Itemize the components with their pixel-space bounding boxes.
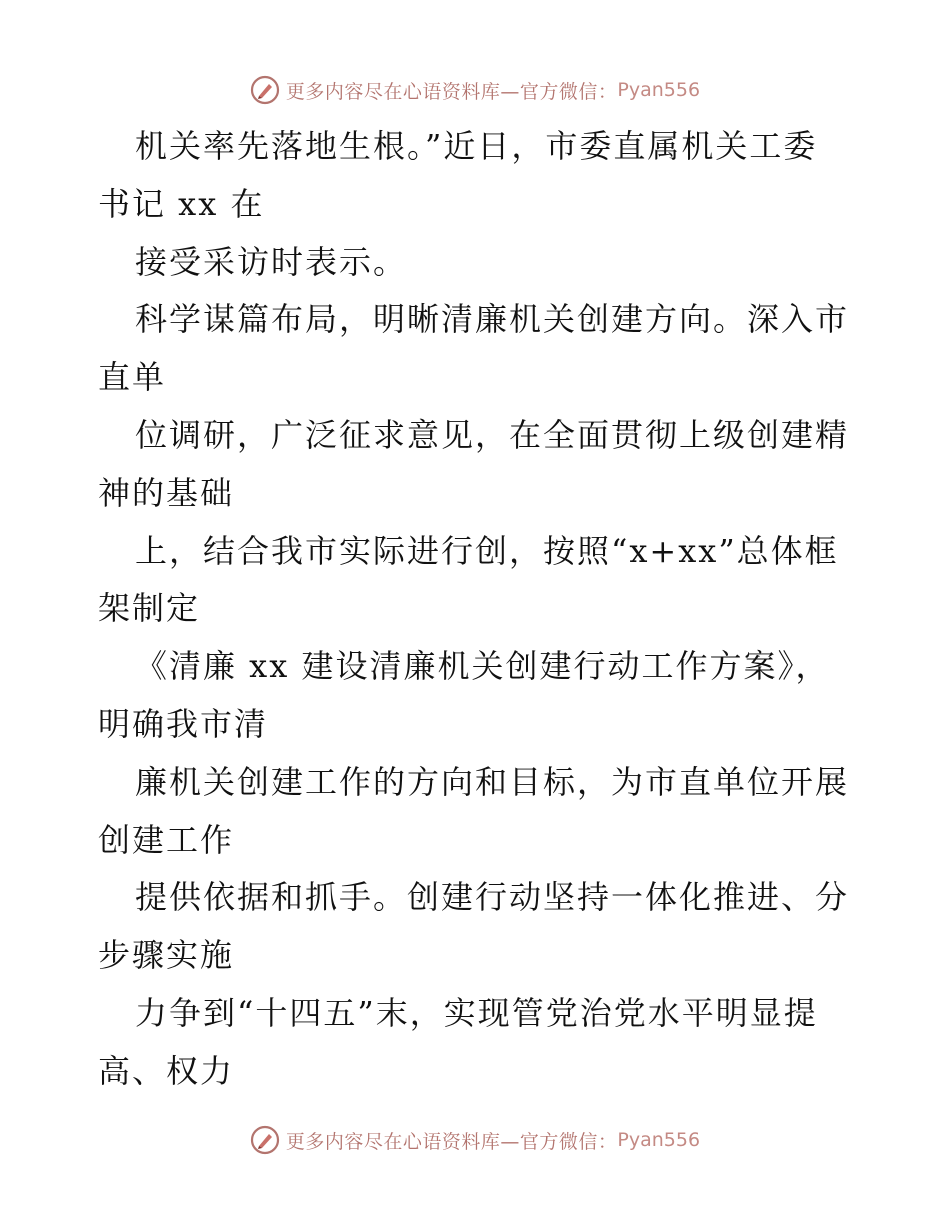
text-line: 直单 [98,358,167,397]
text-line: 科学谋篇布局，明晰清廉机关创建方向。深入市 [135,300,850,339]
text-line: 神的基础 [98,473,235,512]
text-line: 机关率先落地生根。”近日，市委直属机关工委 [135,127,818,165]
pen-logo-icon [250,75,280,105]
text-line: 上，结合我市实际进行创，按照“x+xx”总体框 [135,531,839,570]
text-line: 位调研，广泛征求意见，在全面贯彻上级创建精 [135,415,850,454]
text-line: 《清廉 xx 建设清廉机关创建行动工作方案》， [135,647,830,686]
watermark-text: 更多内容尽在心语资料库—官方微信： [285,80,618,103]
text-line: 步骤实施 [98,936,235,975]
pen-logo-icon [250,1125,280,1155]
watermark-wechat-id: Pyan556 [617,79,701,101]
footer-watermark [0,1120,950,1160]
text-line: 创建工作 [98,820,235,859]
text-line: 架制定 [98,589,201,628]
text-line: 提供依据和抓手。创建行动坚持一体化推进、分 [135,878,850,917]
text-line: 书记 xx 在 [98,184,265,223]
text-line: 力争到“十四五”末，实现管党治党水平明显提 [135,993,818,1032]
text-line: 高、权力 [98,1051,235,1090]
text-line: 明确我市清 [98,704,269,743]
header-watermark [0,70,950,110]
watermark-wechat-id: Pyan556 [617,1129,701,1151]
body-text [98,118,858,1101]
text-line: 接受采访时表示。 [135,242,408,281]
watermark-text: 更多内容尽在心语资料库—官方微信： [285,1130,618,1153]
text-line: 廉机关创建工作的方向和目标，为市直单位开展 [135,762,850,801]
